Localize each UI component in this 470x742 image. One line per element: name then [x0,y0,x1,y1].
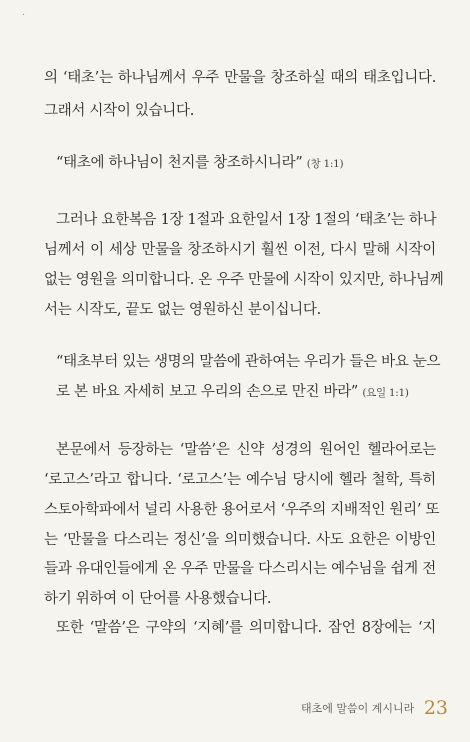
running-title: 태초에 말씀이 계시니라 [301,702,415,715]
text-line: 또한 ‘말씀’은 구약의 ‘지혜’를 의미합니다. 잠언 8장에는 ‘지 [56,620,436,636]
quote-line [56,382,448,403]
text-line: 그래서 시작이 있습니다. [44,103,194,119]
text-line: 님께서 이 세상 만물을 창조하시기 훨씬 이전, 다시 말해 시작이 [44,242,436,258]
text-line: 들과 유대인들에게 온 우주 만물을 다스리시는 예수님을 쉽게 전 [44,561,436,577]
text-line: 는 ‘만물을 다스리는 정신’을 의미했습니다. 사도 요한은 이방인 [44,532,436,548]
corner-mark: · [22,10,26,21]
text-line: 그러나 요한복음 1장 1절과 요한일서 1장 1절의 ‘태초’는 하나 [56,212,437,228]
text-line: 스토아학파에서 널리 사용한 용어로서 ‘우주의 지배적인 원리’ 또 [44,502,440,518]
quote-line [56,153,448,174]
page-footer [301,697,448,719]
text-line: 의 ‘태초’는 하나님께서 우주 만물을 창조하실 때의 태초입니다. [44,70,436,86]
text-line: ‘로고스’라고 합니다. ‘로고스’는 예수님 당시에 헬라 철학, 특히 [44,472,436,488]
page-number: 23 [423,697,448,719]
verse-reference: (창 1:1) [306,158,344,170]
quote-text: “태초에 하나님이 천지를 창조하시니라” [56,155,303,171]
quote-line: “태초부터 있는 생명의 말씀에 관하여는 우리가 들은 바요 눈으 [56,354,441,370]
text-line: 본문에서 등장하는 ‘말씀’은 신약 성경의 원어인 헬라어로는 [56,442,436,458]
text-line: 서는 시작도, 끝도 없는 영원하신 분이십니다. [44,302,321,318]
text-line: 하기 위하여 이 단어를 사용했습니다. [44,591,272,607]
quote-text: 로 본 바요 자세히 보고 우리의 손으로 만진 바라” [56,384,359,400]
verse-reference: (요일 1:1) [362,387,409,399]
text-line: 없는 영원을 의미합니다. 온 우주 만물에 시작이 있지만, 하나님께 [44,272,444,288]
